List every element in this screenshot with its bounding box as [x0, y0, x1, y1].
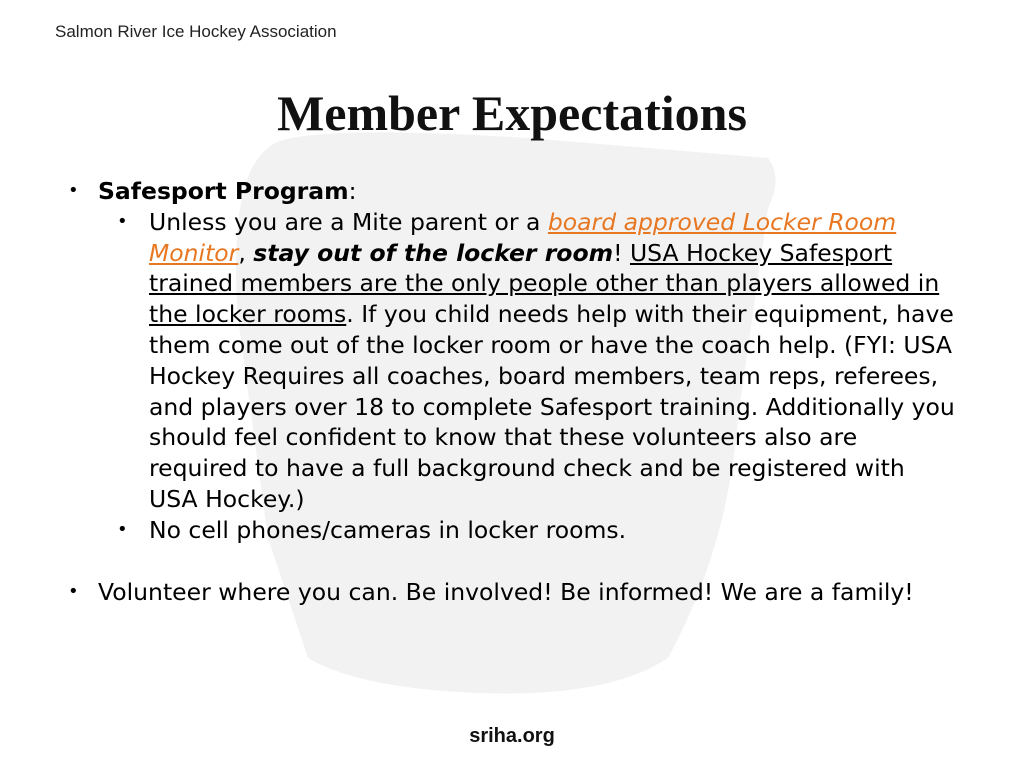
safesport-sublist — [60, 207, 960, 546]
heading-colon: : — [348, 177, 357, 205]
safesport-heading: Safesport Program — [98, 177, 349, 205]
list-item-locker-room: • Unless you are a Mite parent or a board approved Locker Room Monitor, stay out of the locker room! USA Hockey Safesport trained members are the only people other than players allowed in the locker rooms. If you child needs help with their equipment, have them come out of the locker room or have the coach help. (FYI: USA Hockey Requires all coaches, board members, team reps, referees, and players over 18 to complete Safesport training. Additionally you should feel confident to know that these volunteers also are required to have a full background check and be registered with USA Hockey.) — [60, 207, 960, 515]
slide-content — [60, 176, 960, 607]
bullet-safesport — [60, 176, 960, 207]
locker-room-monitor-link[interactable]: board approved Locker Room Monitor — [149, 207, 897, 267]
list-item-no-phones: • No cell phones/cameras in locker rooms. — [60, 515, 960, 546]
organization-name: Salmon River Ice Hockey Association — [55, 22, 337, 41]
bullet-volunteer: • Volunteer where you can. Be involved! Be informed! We are a family! — [60, 577, 960, 608]
page-title: Member Expectations — [277, 85, 747, 141]
footer-site-url: sriha.org — [469, 725, 555, 747]
stay-out-emphasis: stay out of the locker room — [253, 238, 614, 267]
safesport-trained-note: USA Hockey Safesport trained members are the only people other than players allowed in the locker rooms — [149, 238, 940, 329]
